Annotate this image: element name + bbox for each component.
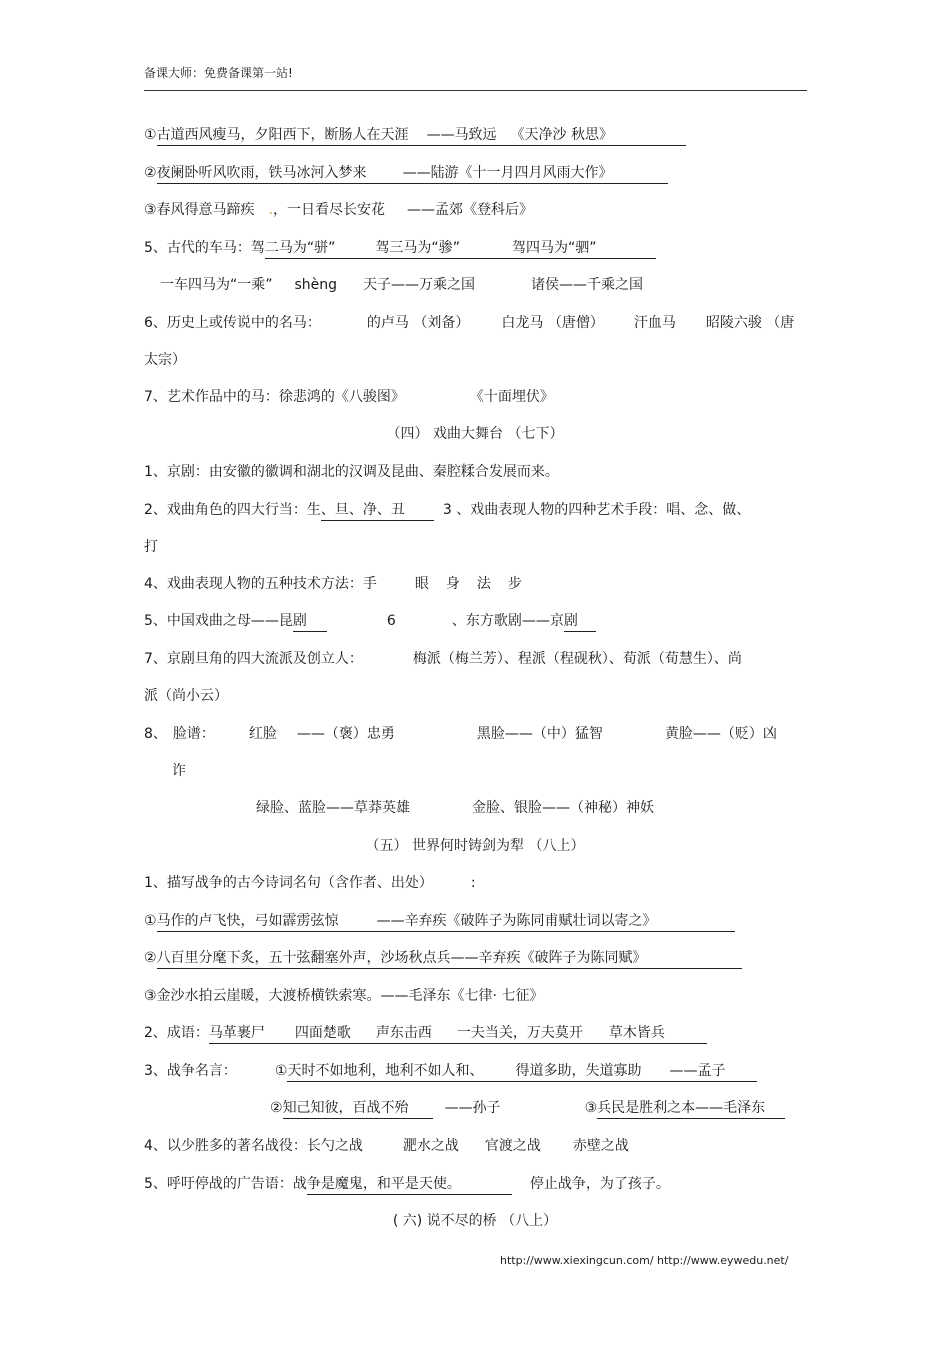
- poem-line-3: ③春风得意马蹄疾 .，一日看尽长安花 ——孟郊《登科后》: [144, 202, 534, 218]
- page-footer-urls: http://www.xiexingcun.com/ http://www.eywedu.net/: [500, 1254, 789, 1267]
- opera-item-7-cont: 派（尚小云）: [144, 688, 228, 704]
- war-poem-3: ③金沙水拍云崖暖，大渡桥横铁索寒。——毛泽东《七律· 七征》: [144, 988, 544, 1004]
- opera-item-2: 2、戏曲角色的四大行当：生、旦、净、丑 3 、戏曲表现人物的四种艺术手段：唱、念、做、: [144, 501, 750, 521]
- opera-item-8-line-3: 绿脸、蓝脸——草莽英雄 金脸、银脸——（神秘）神妖: [256, 800, 654, 816]
- art-horses-line: 7、艺术作品中的马：徐悲鸿的《八骏图》 《十面埋伏》: [144, 389, 554, 405]
- section-5-title: （五） 世界何时铸剑为犁 （八上）: [365, 838, 585, 854]
- header-rule: [144, 90, 807, 91]
- poem-line-1: [144, 126, 686, 146]
- war-idioms: 2、成语：马革裹尸 四面楚歌 声东击西 一夫当关，万夫莫开 草木皆兵: [144, 1024, 707, 1044]
- opera-item-7: 7、京剧旦角的四大流派及创立人： 梅派（梅兰芳）、程派（程砚秋）、荀派（荀慧生）、尚: [144, 651, 742, 667]
- chariot-line-2: 一车四马为“一乘” shèng 天子——万乘之国 诸侯——千乘之国: [160, 277, 644, 293]
- section-4-title: （四） 戏曲大舞台 （七下）: [386, 426, 564, 442]
- page-header: 备课大师：免费备课第一站!: [144, 66, 293, 80]
- famous-horses-cont: 太宗）: [144, 352, 186, 368]
- opera-item-8: 8、 脸谱： 红脸 ——（褒）忠勇 黑脸——（中）猛智 黄脸——（贬）凶: [144, 726, 777, 742]
- war-quotes-1: 3、战争名言： ①天时不如地利，地利不如人和、 得道多助，失道寡助 ——孟子: [144, 1062, 757, 1082]
- war-battles: 4、以少胜多的著名战役：长勺之战 淝水之战 官渡之战 赤壁之战: [144, 1138, 629, 1154]
- poem-text: 古道西风瘦马，夕阳西下，断肠人在天涯 ——马致远 《天净沙 秋思》: [157, 126, 686, 146]
- poem-line-2: [144, 164, 668, 184]
- war-item-1: 1、描写战争的古今诗词名句（含作者、出处） :: [144, 875, 476, 891]
- opera-item-4: 4、戏曲表现人物的五种技术方法：手 眼 身 法 步: [144, 576, 522, 592]
- poem-marker: ①: [144, 127, 157, 143]
- war-slogan: 5、呼吁停战的广告语：战争是魔鬼，和平是天使。 停止战争，为了孩子。: [144, 1175, 670, 1195]
- chariot-line-1: 5、古代的车马：驾二马为“骈” 驾三马为“骖” 驾四马为“驷”: [144, 239, 656, 259]
- opera-item-5-6: 5、中国戏曲之母——昆剧 6 、东方歌剧——京剧: [144, 612, 596, 632]
- war-poem-2: ②八百里分麾下炙，五十弦翻塞外声，沙场秋点兵——辛弃疾《破阵子为陈同赋》: [144, 949, 742, 969]
- war-poem-1: ①马作的卢飞快，弓如霹雳弦惊 ——辛弃疾《破阵子为陈同甫赋壮词以寄之》: [144, 912, 735, 932]
- poem-marker: ②: [144, 165, 157, 181]
- chariot-underlined: 二马为“骈” 驾三马为“骖” 驾四马为“驷”: [265, 239, 656, 259]
- section-6-title: ( 六) 说不尽的桥 （八上）: [392, 1213, 558, 1229]
- famous-horses-line: 6、历史上或传说中的名马： 的卢马 （刘备） 白龙马 （唐僧） 汗血马 昭陵六骏 （唐: [144, 315, 795, 331]
- war-quotes-2: ②知己知彼，百战不殆 ——孙子 ③兵民是胜利之本——毛泽东: [270, 1099, 785, 1119]
- opera-item-8-cont: 诈: [172, 763, 186, 779]
- poem-text: 夜阑卧听风吹雨，铁马冰河入梦来 ——陆游《十一月四月风雨大作》: [157, 164, 668, 184]
- opera-item-2-cont: 打: [144, 539, 158, 555]
- opera-item-1: 1、京剧：由安徽的徽调和湖北的汉调及昆曲、秦腔糅合发展而来。: [144, 464, 559, 480]
